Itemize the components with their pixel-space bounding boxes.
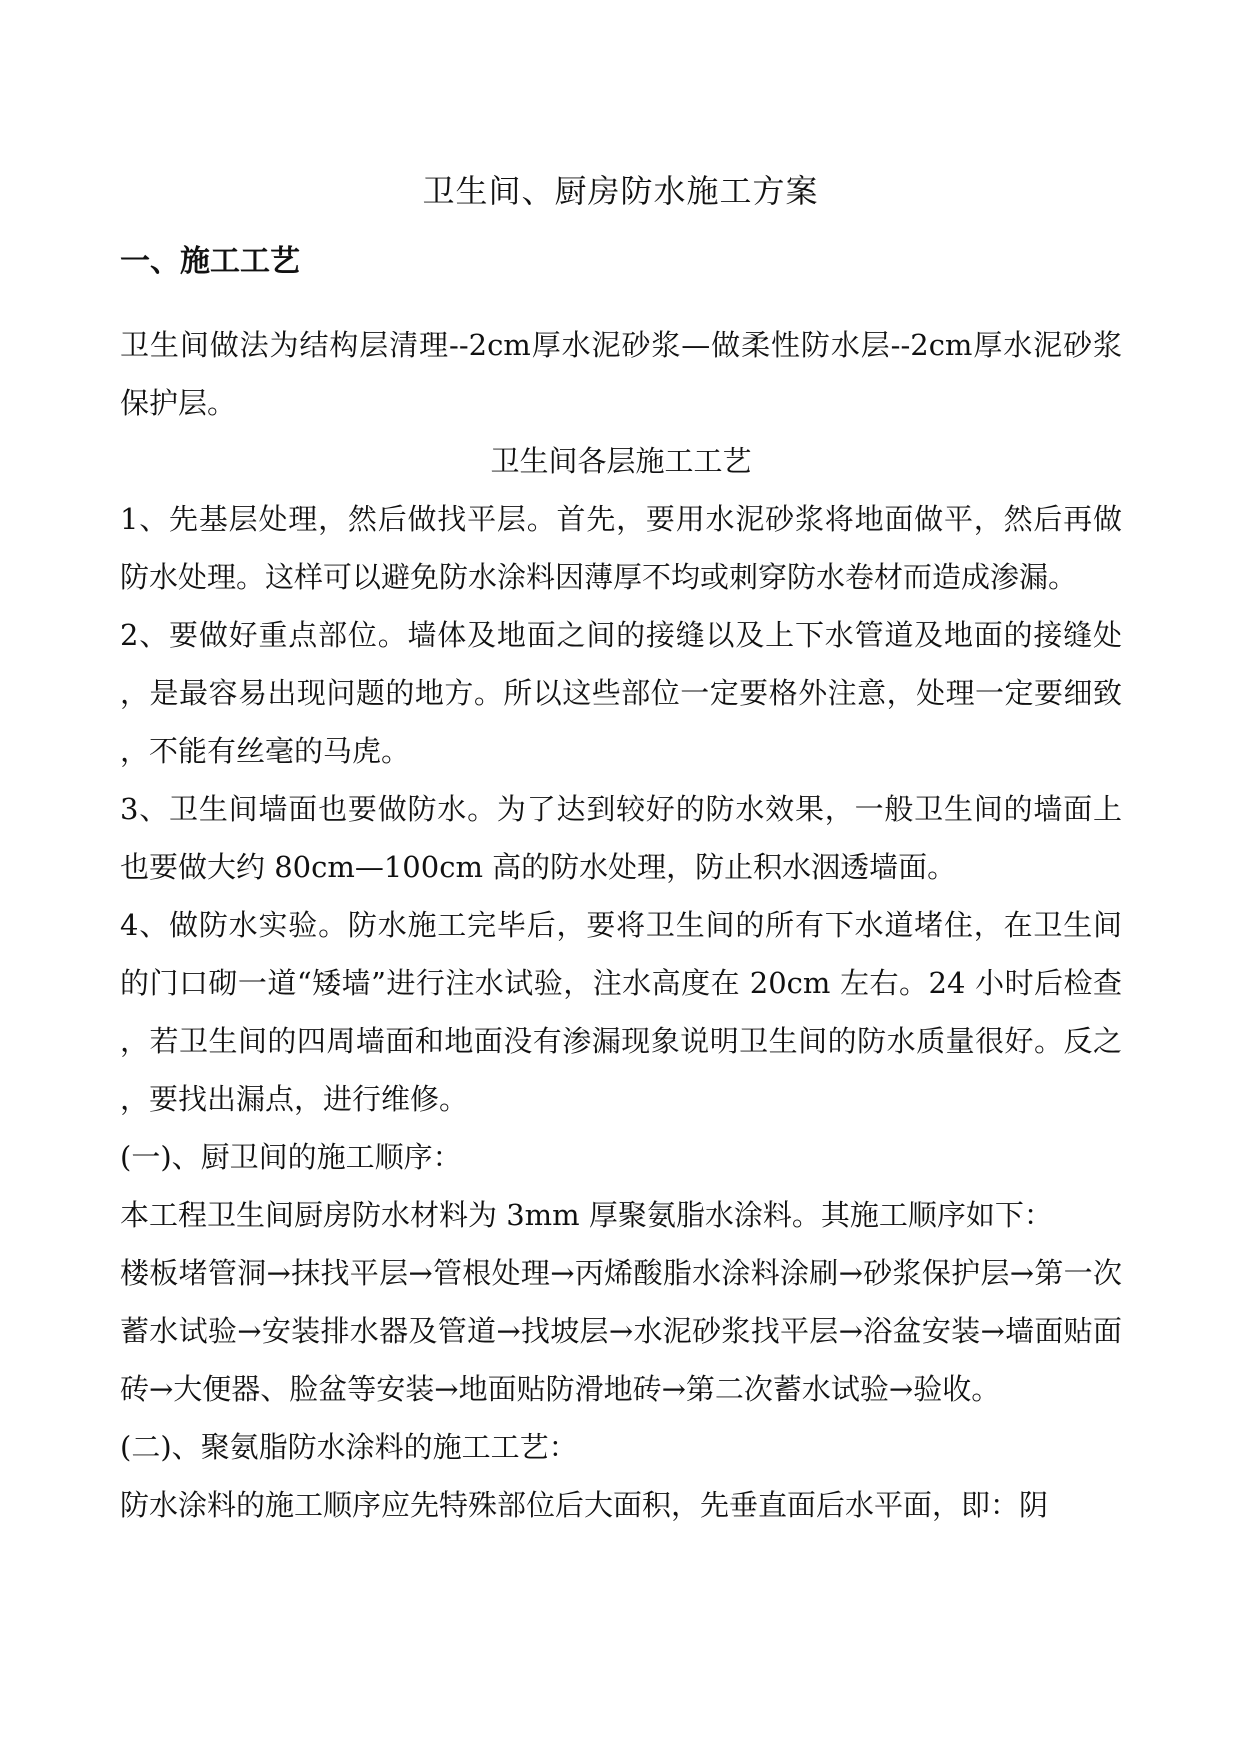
- layer-process-subheading: 卫生间各层施工工艺: [490, 444, 752, 478]
- process-item-3: 3、卫生间墙面也要做防水。为了达到较好的防水效果，一般卫生间的墙面上也要做大约 80cm—100cm 高的防水处理，防止积水洇透墙面。: [120, 792, 1122, 884]
- document-title: 卫生间、厨房防水施工方案: [422, 172, 819, 210]
- process-item-4: 4、做防水实验。防水施工完毕后，要将卫生间的所有下水道堵住，在卫生间的门口砌一道“矮墙”进行注水试验，注水高度在 20cm 左右。24 小时后检查，若卫生间的四周墙面和地面没有渗漏现象说明卫生间的防水质量很好。反之，要找出漏点，进行维修。: [120, 908, 1122, 1116]
- subsection-2-text: 防水涂料的施工顺序应先特殊部位后大面积，先垂直面后水平面，即：阴: [120, 1488, 1049, 1522]
- document-body: [120, 316, 1122, 1534]
- subsection-2-heading: (二)、聚氨脂防水涂料的施工工艺：: [120, 1430, 578, 1464]
- subsection-1-heading: (一)、厨卫间的施工顺序：: [120, 1140, 462, 1174]
- intro-paragraph: 卫生间做法为结构层清理--2cm厚水泥砂浆—做柔性防水层--2cm厚水泥砂浆保护层。: [120, 328, 1122, 420]
- process-item-1: 1、先基层处理，然后做找平层。首先，要用水泥砂浆将地面做平，然后再做防水处理。这样可以避免防水涂料因薄厚不均或刺穿防水卷材而造成渗漏。: [120, 502, 1122, 594]
- process-item-2: 2、要做好重点部位。墙体及地面之间的接缝以及上下水管道及地面的接缝处，是最容易出现问题的地方。所以这些部位一定要格外注意，处理一定要细致，不能有丝毫的马虎。: [120, 618, 1122, 768]
- construction-sequence: 楼板堵管洞→抹找平层→管根处理→丙烯酸脂水涂料涂刷→砂浆保护层→第一次蓄水试验→安装排水器及管道→找坡层→水泥砂浆找平层→浴盆安装→墙面贴面砖→大便器、脸盆等安装→地面贴防滑地砖→第二次蓄水试验→验收。: [120, 1256, 1122, 1406]
- section-heading: 一、施工工艺: [120, 244, 300, 279]
- subsection-1-intro: 本工程卫生间厨房防水材料为 3mm 厚聚氨脂水涂料。其施工顺序如下：: [120, 1198, 1053, 1232]
